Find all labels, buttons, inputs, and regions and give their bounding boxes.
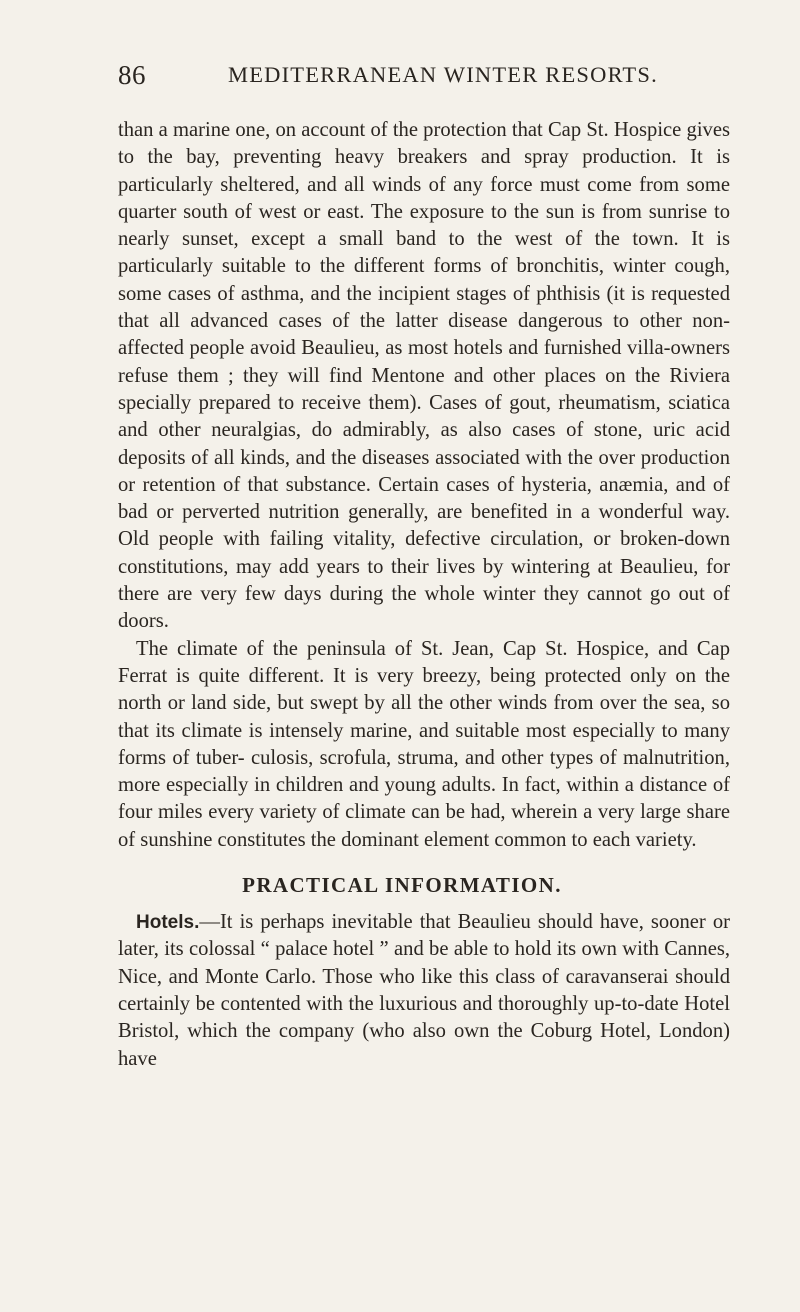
section-heading: PRACTICAL INFORMATION. <box>242 873 562 898</box>
paragraph-beaulieu-climate: than a marine one, on account of the protection that Cap St. Hospice gives to the bay, preventing heavy breakers and spray production. It is particularly sheltered, and all winds of any force must come from some quarter south of west or east. The exposure to the sun is from sunrise to nearly sunset, except a small band to the west of the town. It is particularly suitable to the different forms of bronchitis, winter cough, some cases of asthma, and the incipient stages of phthisis (it is requested that all advanced cases of the latter disease dangerous to other non-affected people avoid Beaulieu, as most hotels and furnished villa-owners refuse them ; they will find Mentone and other places on the Riviera specially prepared to receive them). Cases of gout, rheumatism, sciatica and other neuralgias, do admirably, as also cases of stone, uric acid deposits of all kinds, and the diseases associated with the over production or retention of that substance. Certain cases of hysteria, anæmia, and of bad or perverted nutrition generally, are benefited in a wonderful way. Old people with failing vitality, defective circulation, or broken-down constitutions, may add years to their lives by wintering at Beaulieu, for there are very few days during the whole winter they cannot go out of doors. <box>118 119 730 633</box>
paragraph-peninsula-climate: The climate of the peninsula of St. Jean, Cap St. Hospice, and Cap Ferrat is quite different. It is very breezy, being protected only on the north or land side, but swept by all the other winds from over the sea, so that its climate is intensely marine, and suitable most especially to many forms of tuber- culosis, scrofula, struma, and other types of malnutrition, more especially in children and young adults. In fact, within a distance of four miles every variety of climate can be had, wherein a very large share of sunshine constitutes the dominant element common to each variety. <box>118 637 730 851</box>
body-text <box>118 117 730 1073</box>
running-title: MEDITERRANEAN WINTER RESORTS. <box>228 62 658 87</box>
run-in-heading: Hotels. <box>136 912 200 934</box>
paragraph-hotels-text: —It is perhaps inevitable that Beaulieu should have, sooner or later, its colossal “ palace hotel ” and be able to hold its own with Cannes, Nice, and Monte Carlo. Those who like this class of caravanserai should certainly be contented with the luxurious and thoroughly up-to-date Hotel Bristol, which the company (who also own the Coburg Hotel, London) have <box>118 911 730 1070</box>
page-number: 86 <box>118 60 146 90</box>
paragraph-hotels <box>118 909 730 1073</box>
running-head <box>118 60 730 90</box>
